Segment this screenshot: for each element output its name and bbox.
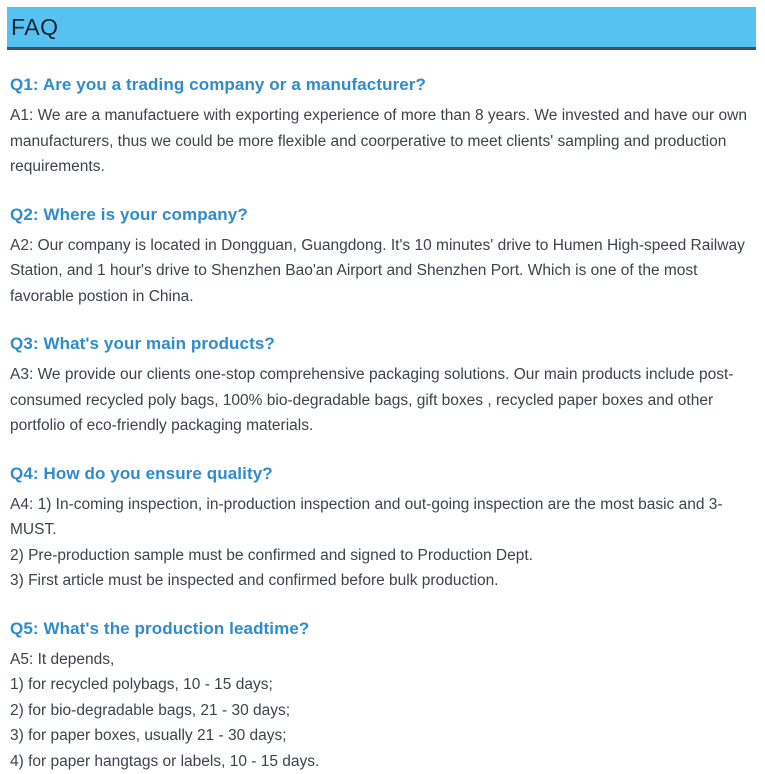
faq-question: Q5: What's the production leadtime? [10,619,749,639]
faq-answer-line: 3) First article must be inspected and confirmed before bulk production. [10,568,749,594]
faq-section [10,75,749,180]
faq-answer [10,492,749,594]
faq-header [7,7,756,50]
faq-section [10,205,749,310]
faq-list [0,75,765,774]
faq-question: Q1: Are you a trading company or a manufacturer? [10,75,749,95]
faq-question: Q2: Where is your company? [10,205,749,225]
faq-answer-line: 4) for paper hangtags or labels, 10 - 15 days. [10,749,749,774]
faq-section [10,619,749,774]
faq-answer-line: A3: We provide our clients one-stop comprehensive packaging solutions. Our main products include post-consumed recycled poly bags, 100% bio-degradable bags, gift boxes , recycled paper boxes and other portfolio of eco-friendly packaging materials. [10,362,749,439]
faq-answer-line: A2: Our company is located in Dongguan, Guangdong. It's 10 minutes' drive to Humen High-speed Railway Station, and 1 hour's drive to Shenzhen Bao'an Airport and Shenzhen Port. Which is one of the most favorable postion in China. [10,233,749,310]
faq-answer [10,233,749,310]
faq-question: Q3: What's your main products? [10,334,749,354]
faq-answer-line: A5: It depends, [10,647,749,673]
faq-answer [10,103,749,180]
faq-answer [10,647,749,774]
faq-question: Q4: How do you ensure quality? [10,464,749,484]
faq-answer [10,362,749,439]
faq-section [10,464,749,594]
faq-answer-line: 2) for bio-degradable bags, 21 - 30 days; [10,698,749,724]
faq-answer-line: 1) for recycled polybags, 10 - 15 days; [10,672,749,698]
faq-answer-line: 2) Pre-production sample must be confirmed and signed to Production Dept. [10,543,749,569]
faq-answer-line: A4: 1) In-coming inspection, in-production inspection and out-going inspection are the most basic and 3-MUST. [10,492,749,543]
faq-section [10,334,749,439]
faq-answer-line: A1: We are a manufactuere with exporting experience of more than 8 years. We invested and have our own manufacturers, thus we could be more flexible and coorperative to meet clients' sampling and production requirements. [10,103,749,180]
faq-answer-line: 3) for paper boxes, usually 21 - 30 days; [10,723,749,749]
page-title: FAQ [7,14,59,41]
